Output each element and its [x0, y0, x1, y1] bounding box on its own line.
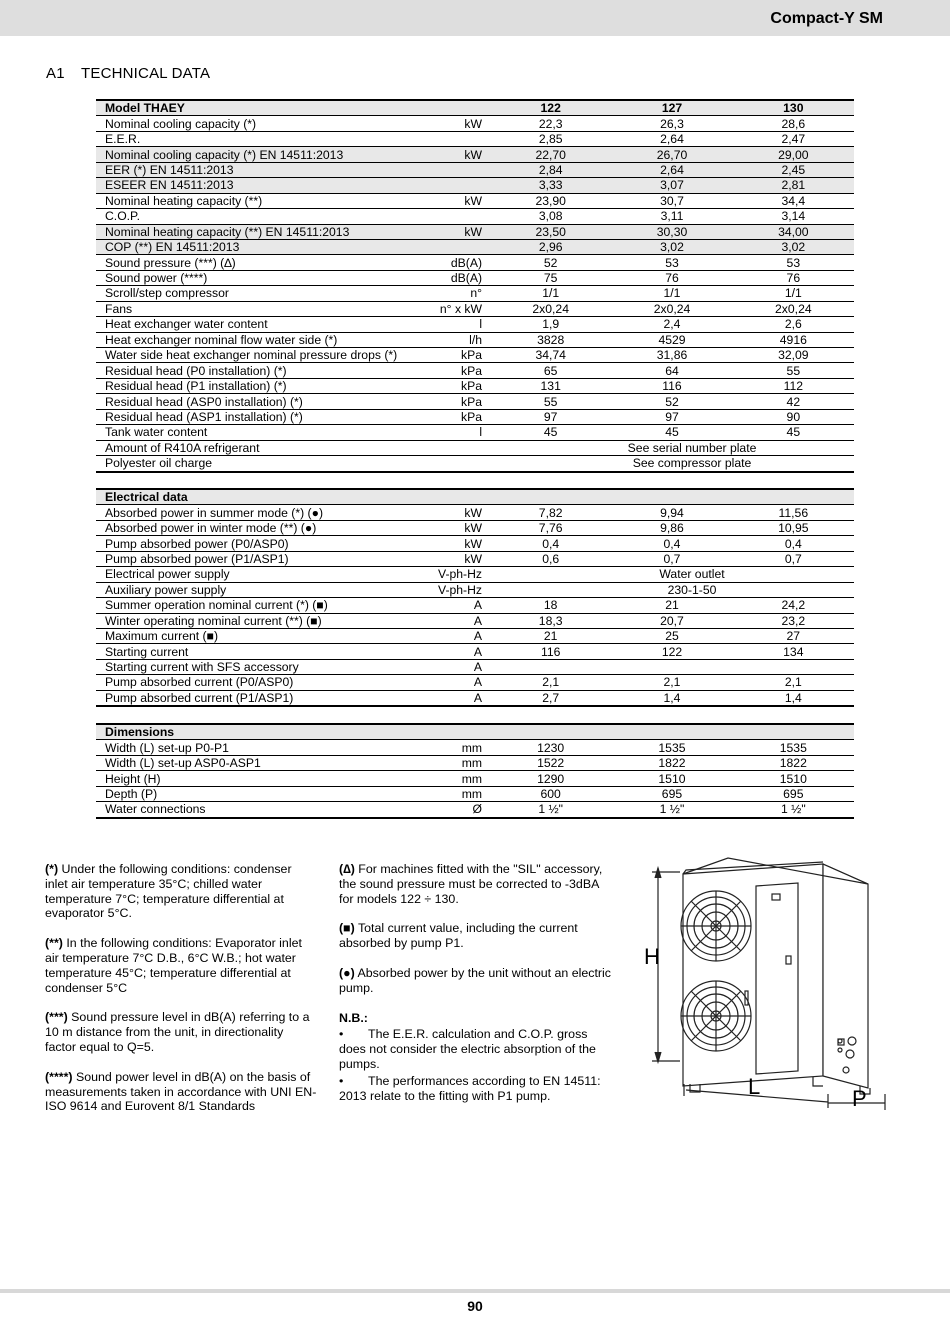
value-cell: 2,1 [733, 675, 854, 690]
row-unit: mm [405, 786, 490, 801]
row-unit: A [405, 644, 490, 659]
table-row [96, 659, 854, 674]
row-label: Auxiliary power supply [96, 582, 405, 597]
value-cell [733, 659, 854, 674]
row-unit: kW [405, 224, 490, 239]
footnote [339, 862, 614, 906]
table-row [96, 301, 854, 316]
value-cell: 7,76 [490, 520, 611, 535]
bullet-icon: • [339, 1027, 344, 1042]
row-label: Pump absorbed power (P0/ASP0) [96, 536, 405, 551]
header-bar [0, 0, 950, 36]
value-cell: 1,9 [490, 317, 611, 332]
row-unit: l/h [405, 332, 490, 347]
row-label: Absorbed power in winter mode (**) (●) [96, 520, 405, 535]
value-cell: 134 [733, 644, 854, 659]
value-cell: 9,86 [611, 520, 732, 535]
row-unit: n° [405, 286, 490, 301]
row-label: Residual head (P1 installation) (*) [96, 378, 405, 393]
footnote-mark: (∆) [339, 862, 355, 876]
column-header-unit [405, 100, 490, 116]
footnote-mark: (*) [45, 862, 59, 876]
value-cell: 3,33 [490, 178, 611, 193]
value-cell: 1535 [733, 740, 854, 755]
value-cell: 11,56 [733, 505, 854, 520]
value-cell: 64 [611, 363, 732, 378]
footnotes-right [339, 862, 614, 1105]
value-cell: 53 [611, 255, 732, 270]
row-label: Nominal cooling capacity (*) EN 14511:2013 [96, 147, 405, 162]
value-cell: 0,4 [733, 536, 854, 551]
value-cell: 2,47 [733, 131, 854, 146]
value-cell: 122 [611, 644, 732, 659]
row-label: Starting current with SFS accessory [96, 659, 405, 674]
value-cell: 75 [490, 270, 611, 285]
section-heading [46, 65, 210, 82]
row-label: Height (H) [96, 771, 405, 786]
row-unit: A [405, 598, 490, 613]
row-unit: Ø [405, 802, 490, 818]
column-header-122: 122 [490, 100, 611, 116]
value-cell: 1510 [611, 771, 732, 786]
table-row [96, 771, 854, 786]
footnote-text: Sound power level in dB(A) on the basis of measurements taken in accordance with UNI EN-ISO 9614 and Eurovent 8/1 Standards [45, 1069, 317, 1114]
row-unit: kPa [405, 363, 490, 378]
value-cell: 1522 [490, 755, 611, 770]
table-row [96, 147, 854, 162]
row-label: Residual head (P0 installation) (*) [96, 363, 405, 378]
value-cell: 0,7 [733, 551, 854, 566]
value-cell: 34,74 [490, 348, 611, 363]
table-row [96, 224, 854, 239]
value-cell: 10,95 [733, 520, 854, 535]
value-cell: 34,4 [733, 193, 854, 208]
row-unit [405, 131, 490, 146]
value-cell: 1290 [490, 771, 611, 786]
table-row [96, 628, 854, 643]
row-unit: dB(A) [405, 255, 490, 270]
value-cell: 1 ½" [490, 802, 611, 818]
value-cell: 55 [490, 394, 611, 409]
row-label: COP (**) EN 14511:2013 [96, 239, 405, 254]
value-cell [611, 659, 732, 674]
row-label: Nominal cooling capacity (*) [96, 116, 405, 131]
table-row [96, 755, 854, 770]
value-cell: 0,4 [611, 536, 732, 551]
row-label: Water side heat exchanger nominal pressure drops (*) [96, 348, 405, 363]
value-cell: 18,3 [490, 613, 611, 628]
value-cell: 23,2 [733, 613, 854, 628]
table-row [96, 802, 854, 818]
row-label: Pump absorbed current (P1/ASP1) [96, 690, 405, 706]
row-unit: l [405, 425, 490, 440]
footnote-mark: (***) [45, 1010, 68, 1025]
row-label: E.E.R. [96, 131, 405, 146]
value-cell: 2,1 [490, 675, 611, 690]
table-row [96, 363, 854, 378]
value-cell: 21 [490, 628, 611, 643]
value-cell: 3,02 [733, 239, 854, 254]
value-cell: 3,11 [611, 209, 732, 224]
table-row [96, 675, 854, 690]
row-unit [405, 209, 490, 224]
row-label: C.O.P. [96, 209, 405, 224]
span-value-cell: See compressor plate [490, 456, 854, 472]
row-label: Fans [96, 301, 405, 316]
table-row [96, 193, 854, 208]
row-label: Depth (P) [96, 786, 405, 801]
table-row [96, 440, 854, 455]
value-cell: 18 [490, 598, 611, 613]
row-label: Heat exchanger nominal flow water side (*) [96, 332, 405, 347]
footnote-mark: (■) [339, 921, 355, 936]
table-row [96, 378, 854, 393]
value-cell: 2,64 [611, 131, 732, 146]
value-cell: 32,09 [733, 348, 854, 363]
table-row [96, 613, 854, 628]
value-cell: 21 [611, 598, 732, 613]
row-label: Water connections [96, 802, 405, 818]
row-label: Heat exchanger water content [96, 317, 405, 332]
row-unit: V-ph-Hz [405, 582, 490, 597]
footnote [339, 921, 614, 951]
row-label: Scroll/step compressor [96, 286, 405, 301]
value-cell: 1/1 [611, 286, 732, 301]
value-cell: 26,70 [611, 147, 732, 162]
value-cell: 24,2 [733, 598, 854, 613]
value-cell: 9,94 [611, 505, 732, 520]
column-header-130: 130 [733, 100, 854, 116]
table-row [96, 255, 854, 270]
row-unit: A [405, 675, 490, 690]
table-row [96, 332, 854, 347]
value-cell: 2x0,24 [733, 301, 854, 316]
width-label: L [748, 1074, 761, 1099]
nb-item [339, 1027, 614, 1071]
row-unit: kW [405, 551, 490, 566]
value-cell: 20,7 [611, 613, 732, 628]
unit-dimension-diagram [628, 856, 898, 1116]
row-unit: kPa [405, 409, 490, 424]
value-cell: 2,45 [733, 162, 854, 177]
value-cell: 1 ½" [611, 802, 732, 818]
row-label: ESEER EN 14511:2013 [96, 178, 405, 193]
value-cell: 116 [611, 378, 732, 393]
row-unit [405, 440, 490, 455]
value-cell: 23,90 [490, 193, 611, 208]
row-unit: kPa [405, 378, 490, 393]
value-cell: 2,6 [733, 317, 854, 332]
footnote [45, 1070, 317, 1114]
value-cell: 52 [611, 394, 732, 409]
row-label: Residual head (ASP0 installation) (*) [96, 394, 405, 409]
fan-lower-icon [681, 981, 751, 1051]
value-cell: 2x0,24 [490, 301, 611, 316]
value-cell: 2,7 [490, 690, 611, 706]
footnote-text: Sound pressure level in dB(A) referring to a 10 m distance from the unit, in directionality factor equal to Q=5. [45, 1010, 310, 1054]
row-unit: mm [405, 755, 490, 770]
footnote-text: Total current value, including the current absorbed by pump P1. [339, 921, 578, 951]
span-value-cell: Water outlet [490, 567, 854, 582]
table-row [96, 598, 854, 613]
value-cell: 97 [490, 409, 611, 424]
row-unit: n° x kW [405, 301, 490, 316]
table-row [96, 551, 854, 566]
row-label: Electrical power supply [96, 567, 405, 582]
document-title: Compact-Y SM [770, 10, 883, 27]
value-cell: 52 [490, 255, 611, 270]
table-row [96, 786, 854, 801]
table-row [96, 536, 854, 551]
column-header-127: 127 [611, 100, 732, 116]
row-label: Sound power (****) [96, 270, 405, 285]
value-cell: 34,00 [733, 224, 854, 239]
table-row [96, 582, 854, 597]
value-cell: 131 [490, 378, 611, 393]
row-unit: A [405, 613, 490, 628]
value-cell: 22,70 [490, 147, 611, 162]
row-label: Absorbed power in summer mode (*) (●) [96, 505, 405, 520]
row-unit: mm [405, 740, 490, 755]
value-cell: 1/1 [490, 286, 611, 301]
nb-item-text: The E.E.R. calculation and C.O.P. gross does not consider the electric absorption of the pumps. [339, 1027, 596, 1071]
footer-rule [0, 1289, 950, 1293]
nb-item [339, 1074, 614, 1104]
row-unit: l [405, 317, 490, 332]
value-cell: 600 [490, 786, 611, 801]
value-cell: 112 [733, 378, 854, 393]
value-cell: 7,82 [490, 505, 611, 520]
row-label: Starting current [96, 644, 405, 659]
value-cell: 2x0,24 [611, 301, 732, 316]
value-cell: 90 [733, 409, 854, 424]
footnote [45, 1010, 317, 1054]
table-row [96, 317, 854, 332]
value-cell: 45 [490, 425, 611, 440]
table-row [96, 394, 854, 409]
column-header-model: Model THAEY [96, 100, 405, 116]
row-unit [405, 162, 490, 177]
table-row [96, 425, 854, 440]
footnote-mark: (**) [45, 936, 63, 951]
row-label: Nominal heating capacity (**) EN 14511:2013 [96, 224, 405, 239]
value-cell: 55 [733, 363, 854, 378]
footnote [339, 966, 614, 996]
value-cell: 42 [733, 394, 854, 409]
table-row [96, 489, 854, 505]
table-row [96, 456, 854, 472]
value-cell: 1510 [733, 771, 854, 786]
value-cell: 29,00 [733, 147, 854, 162]
row-unit: kW [405, 193, 490, 208]
row-label: Sound pressure (***) (∆) [96, 255, 405, 270]
page-number: 90 [467, 1298, 483, 1314]
section-title: TECHNICAL DATA [81, 65, 211, 82]
dimensions-table [96, 723, 854, 819]
value-cell: 1822 [733, 755, 854, 770]
unit-front-face [683, 864, 823, 1086]
value-cell: 2,1 [611, 675, 732, 690]
span-value-cell: See serial number plate [490, 440, 854, 455]
row-label: Nominal heating capacity (**) [96, 193, 405, 208]
table-row [96, 286, 854, 301]
technical-data-table [96, 99, 854, 473]
row-label: Residual head (ASP1 installation) (*) [96, 409, 405, 424]
row-label: Polyester oil charge [96, 456, 405, 472]
value-cell: 53 [733, 255, 854, 270]
value-cell: 1535 [611, 740, 732, 755]
table-row [96, 239, 854, 254]
value-cell: 30,30 [611, 224, 732, 239]
row-unit: A [405, 628, 490, 643]
row-label: Width (L) set-up ASP0-ASP1 [96, 755, 405, 770]
table-row [96, 409, 854, 424]
table-row [96, 131, 854, 146]
value-cell: 3,08 [490, 209, 611, 224]
table-row [96, 178, 854, 193]
row-unit: kW [405, 116, 490, 131]
table-row [96, 162, 854, 177]
value-cell: 3828 [490, 332, 611, 347]
value-cell: 1,4 [611, 690, 732, 706]
value-cell: 2,84 [490, 162, 611, 177]
value-cell: 76 [611, 270, 732, 285]
nb-list [339, 1027, 614, 1103]
table-row [96, 209, 854, 224]
footnote-text: Absorbed power by the unit without an electric pump. [339, 965, 611, 995]
value-cell: 2,4 [611, 317, 732, 332]
row-label: Amount of R410A refrigerant [96, 440, 405, 455]
value-cell: 45 [733, 425, 854, 440]
value-cell: 31,86 [611, 348, 732, 363]
row-unit [405, 239, 490, 254]
span-value-cell: 230-1-50 [490, 582, 854, 597]
value-cell: 25 [611, 628, 732, 643]
value-cell: 116 [490, 644, 611, 659]
row-unit: kPa [405, 394, 490, 409]
row-label: Summer operation nominal current (*) (■) [96, 598, 405, 613]
row-unit: mm [405, 771, 490, 786]
value-cell: 4916 [733, 332, 854, 347]
electrical-data-table [96, 488, 854, 707]
row-unit: kPa [405, 348, 490, 363]
row-label: Maximum current (■) [96, 628, 405, 643]
table-row [96, 724, 854, 740]
value-cell: 26,3 [611, 116, 732, 131]
value-cell: 0,4 [490, 536, 611, 551]
nb-title: N.B.: [339, 1010, 368, 1025]
section-header-electrical: Electrical data [96, 489, 854, 505]
value-cell: 1 ½" [733, 802, 854, 818]
row-label: Width (L) set-up P0-P1 [96, 740, 405, 755]
value-cell: 28,6 [733, 116, 854, 131]
row-unit: kW [405, 505, 490, 520]
value-cell: 1230 [490, 740, 611, 755]
value-cell: 2,64 [611, 162, 732, 177]
value-cell: 2,85 [490, 131, 611, 146]
value-cell: 2,96 [490, 239, 611, 254]
table-row [96, 520, 854, 535]
footnote [45, 936, 317, 995]
table-row [96, 740, 854, 755]
footnote-mark: (●) [339, 965, 355, 980]
footnote-mark: (****) [45, 1069, 73, 1084]
value-cell: 0,6 [490, 551, 611, 566]
row-unit: A [405, 690, 490, 706]
row-unit: dB(A) [405, 270, 490, 285]
value-cell: 45 [611, 425, 732, 440]
row-unit: kW [405, 147, 490, 162]
depth-label: P [852, 1086, 867, 1111]
table-row [96, 567, 854, 582]
footnote-text: In the following conditions: Evaporator inlet air temperature 7°C D.B., 6°C W.B.; hot water temperature 45°C; temperature differential at condenser 5°C [45, 936, 302, 995]
value-cell: 1,4 [733, 690, 854, 706]
table-row [96, 100, 854, 116]
row-label: Winter operating nominal current (**) (■) [96, 613, 405, 628]
row-unit [405, 456, 490, 472]
footnote-text: Under the following conditions: condenser inlet air temperature 35°C; chilled water temperature 7°C; temperature differential at evaporator 5°C. [45, 862, 292, 921]
value-cell: 76 [733, 270, 854, 285]
value-cell: 3,14 [733, 209, 854, 224]
value-cell: 1822 [611, 755, 732, 770]
table-row [96, 116, 854, 131]
footnote [45, 862, 317, 921]
value-cell: 3,02 [611, 239, 732, 254]
row-unit: kW [405, 536, 490, 551]
value-cell: 27 [733, 628, 854, 643]
footnotes-left [45, 862, 317, 1129]
value-cell: 65 [490, 363, 611, 378]
value-cell: 0,7 [611, 551, 732, 566]
row-label: Pump absorbed current (P0/ASP0) [96, 675, 405, 690]
value-cell: 23,50 [490, 224, 611, 239]
row-label: Tank water content [96, 425, 405, 440]
section-header-dimensions: Dimensions [96, 724, 854, 740]
value-cell: 22,3 [490, 116, 611, 131]
value-cell: 97 [611, 409, 732, 424]
row-label: Pump absorbed power (P1/ASP1) [96, 551, 405, 566]
row-unit [405, 178, 490, 193]
footnote-text: For machines fitted with the "SIL" accessory, the sound pressure must be corrected to -3dBA for models 122 ÷ 130. [339, 862, 603, 906]
row-unit: V-ph-Hz [405, 567, 490, 582]
bullet-icon: • [339, 1073, 344, 1088]
value-cell: 1/1 [733, 286, 854, 301]
value-cell: 4529 [611, 332, 732, 347]
value-cell [490, 659, 611, 674]
value-cell: 695 [611, 786, 732, 801]
table-row [96, 505, 854, 520]
table-row [96, 690, 854, 706]
table-row [96, 270, 854, 285]
value-cell: 3,07 [611, 178, 732, 193]
height-label: H [644, 944, 660, 969]
row-unit: A [405, 659, 490, 674]
table-row [96, 644, 854, 659]
table-row [96, 348, 854, 363]
row-unit: kW [405, 520, 490, 535]
row-label: EER (*) EN 14511:2013 [96, 162, 405, 177]
section-number: A1 [46, 65, 65, 82]
value-cell: 695 [733, 786, 854, 801]
nb-item-text: The performances according to EN 14511: 2013 relate to the fitting with P1 pump. [339, 1073, 601, 1103]
value-cell: 2,81 [733, 178, 854, 193]
value-cell: 30,7 [611, 193, 732, 208]
fan-upper-icon [681, 891, 751, 961]
